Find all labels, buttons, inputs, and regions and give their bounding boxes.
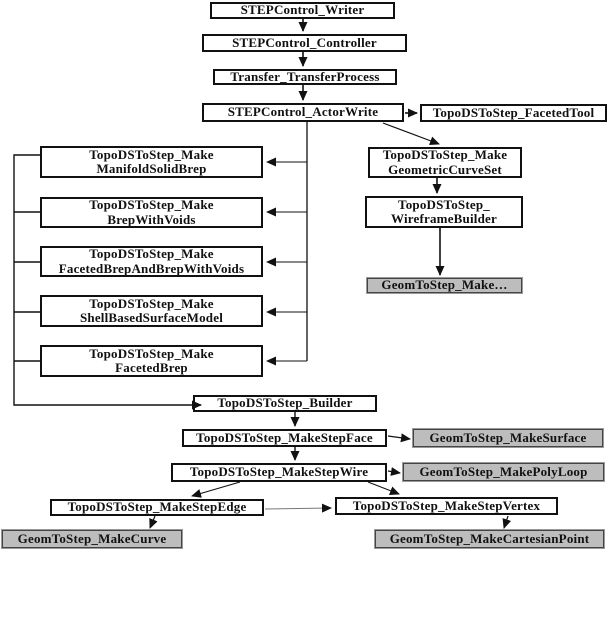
node-label: TopoDSToStep_: [398, 196, 490, 212]
node-label: GeomToStep_MakeCurve: [17, 530, 167, 546]
node-label: STEPControl_ActorWrite: [227, 104, 379, 120]
node-label: TopoDSToStep_MakeStepFace: [196, 429, 373, 445]
node-label: TopoDSToStep_Make: [89, 146, 214, 162]
node-label: ManifoldSolidBrep: [96, 161, 207, 176]
node-topodstostep-makegeometriccurveset: [368, 147, 522, 178]
node-geomtostep-makecartesianpoint: [375, 530, 604, 548]
node-label: TopoDSToStep_FacetedTool: [432, 104, 595, 120]
node-topodstostep-makefacetedbrepandbrepwithvoids: [40, 246, 263, 277]
node-transfer-transferprocess: [213, 69, 397, 85]
node-geomtostep-makesurface: [413, 429, 603, 447]
node-topodstostep-makefacetedbrep: [40, 345, 263, 377]
node-label: TopoDSToStep_MakeStepEdge: [67, 499, 247, 515]
edge-makestepvertex-to-makecartesianpoint: [504, 516, 508, 528]
node-label: GeometricCurveSet: [388, 161, 502, 177]
node-label: TopoDSToStep_Make: [89, 345, 214, 361]
node-label: STEPControl_Writer: [240, 2, 365, 18]
node-label: GeomToStep_MakeSurface: [429, 429, 587, 445]
node-stepcontrol-controller: [202, 34, 407, 52]
node-label: GeomToStep_Make…: [381, 277, 508, 293]
edge-makestepface-to-makesurface: [388, 436, 410, 439]
node-label: TopoDSToStep_Make: [382, 147, 508, 162]
node-topodstostep-makebrepwithvoids: [40, 197, 263, 228]
node-label: GeomToStep_MakeCartesianPoint: [389, 530, 590, 546]
node-label: TopoDSToStep_MakeStepVertex: [352, 497, 541, 513]
edge-makestepedge-to-makecurve: [150, 516, 155, 528]
edge-makestepwire-to-makestepedge: [192, 482, 240, 496]
node-label: BrepWithVoids: [107, 211, 196, 227]
node-label: TopoDSToStep_Builder: [217, 395, 353, 411]
node-label: GeomToStep_MakePolyLoop: [419, 463, 588, 479]
node-label: FacetedBrep: [115, 360, 188, 375]
node-label: TopoDSToStep_Make: [89, 246, 214, 261]
node-topodstostep-builder: [193, 395, 377, 412]
node-stepcontrol-actorwrite: [202, 103, 404, 122]
node-label: FacetedBrepAndBrepWithVoids: [58, 260, 245, 276]
node-stepcontrol-writer: [210, 2, 395, 19]
edge-actorwrite-to-geometriccurveset: [383, 123, 439, 144]
node-topodstostep-wireframebuilder: [365, 196, 523, 228]
node-topodstostep-makestepvertex: [335, 497, 558, 515]
node-label: TopoDSToStep_Make: [89, 197, 214, 212]
node-geomtostep-makepolyloop: [403, 463, 604, 481]
node-label: WireframeBuilder: [391, 211, 497, 226]
node-topodstostep-makestepwire: [171, 463, 387, 482]
node-geomtostep-make-ellipsis: [367, 278, 522, 293]
node-topodstostep-facetedtool: [420, 104, 607, 122]
node-topodstostep-makestepedge: [50, 499, 264, 516]
edge-makestepedge-to-makestepvertex: [265, 508, 331, 509]
node-topodstostep-makemanifoldsolidbrep: [40, 146, 263, 178]
edge-makestepwire-to-makestepvertex: [368, 482, 399, 494]
node-label: TopoDSToStep_Make: [89, 295, 214, 311]
node-label: ShellBasedSurfaceModel: [79, 310, 224, 325]
node-topodstostep-makeshellbasedsurfacemodel: [40, 295, 263, 327]
node-geomtostep-makecurve: [2, 530, 182, 548]
node-label: STEPControl_Controller: [232, 34, 377, 50]
node-topodstostep-makestepface: [182, 429, 387, 447]
edge-makestepwire-to-makepolyloop: [388, 471, 400, 473]
node-label: TopoDSToStep_MakeStepWire: [189, 464, 369, 480]
node-label: Transfer_TransferProcess: [230, 68, 380, 84]
